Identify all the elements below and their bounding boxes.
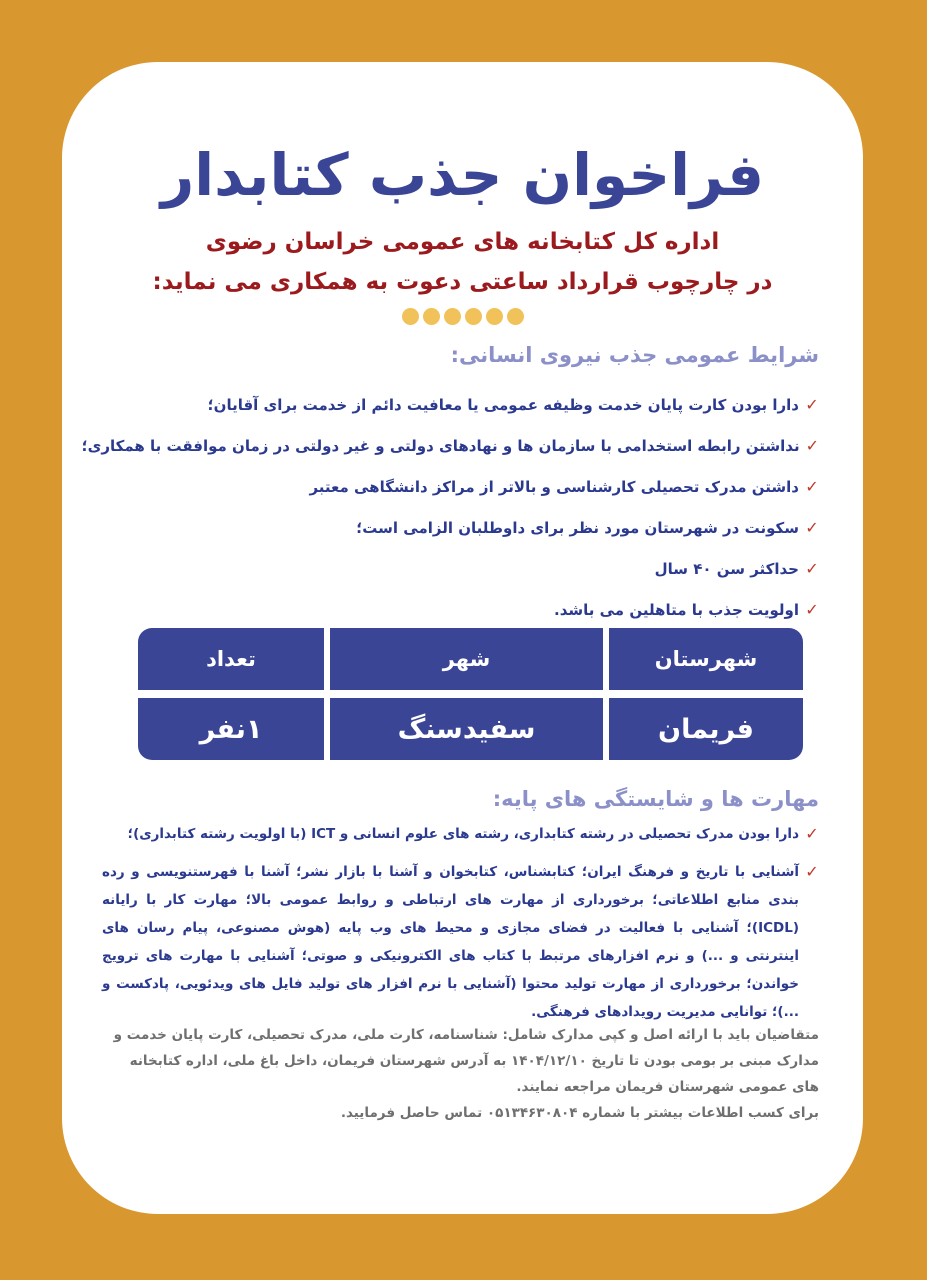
requirement-item xyxy=(81,425,819,466)
dot xyxy=(507,308,524,325)
footer-contact-text: برای کسب اطلاعات بیشتر با شماره ۰۵۱۳۴۶۳۰۸۰۴ تماس حاصل فرمایید. xyxy=(340,1105,819,1121)
poster-card xyxy=(62,62,863,1214)
requirement-item xyxy=(102,589,819,630)
footer-documents-text: متقاضیان باید با ارائه اصل و کپی مدارک شامل: شناسنامه، کارت ملی، مدرک تحصیلی، کارت پایان خدمت و مدارک مبنی بر بومی بودن تا تاریخ ۱۴۰۴/۱۲/۱۰ به آدرس شهرستان فریمان، داخل باغ ملی، اداره کتابخانه های عمومی شهرستان فریمان مراجعه نمایند. xyxy=(113,1027,819,1095)
decorative-dots xyxy=(62,308,863,326)
requirements-list xyxy=(81,384,819,630)
skills-list xyxy=(102,820,819,1036)
skill-text: آشنایی با تاریخ و فرهنگ ایران؛ کتابشناس، کتابخوان و آشنا با بازار نشر؛ آشنا با فهرستنویسی و رده بندی منابع اطلاعاتی؛ برخورداری از مهارت های ارتباطی و روابط عمومی بالا؛ مهارت کار با رایانه (ICDL)؛ آشنایی با فعالیت در فضای مجازی و محیط های وب پایه (هوش مصنوعی، پیام رسان های اینترنتی و ...) و نرم افزارهای مرتبط با کتاب های الکترونیکی و صوتی؛ آشنایی با مهارت های ترویج خواندن؛ برخورداری از مهارت تولید محتوا (آشنایی با نرم افزار های تولید فایل های ویدئویی، پادکست و ...)؛ توانایی مدیریت رویدادهای فرهنگی. xyxy=(102,864,799,1020)
table-cell-city: سفیدسنگ xyxy=(330,698,603,760)
check-icon: ✓ xyxy=(805,824,819,843)
skills-heading: مهارت ها و شایستگی های پایه: xyxy=(492,787,819,811)
check-icon: ✓ xyxy=(805,436,819,455)
skill-item xyxy=(102,820,819,848)
requirement-text: نداشتن رابطه استخدامی با سازمان ها و نهادهای دولتی و غیر دولتی در زمان موافقت با همکاری؛ xyxy=(81,436,800,455)
check-icon: ✓ xyxy=(805,518,819,537)
table-header-count: تعداد xyxy=(138,628,324,690)
dot xyxy=(423,308,440,325)
dot xyxy=(402,308,419,325)
check-icon: ✓ xyxy=(805,862,819,881)
table-header-county: شهرستان xyxy=(609,628,803,690)
skill-text: دارا بودن مدرک تحصیلی در رشته کتابداری، رشته های علوم انسانی و ICT (با اولویت رشته کتابداری)؛ xyxy=(127,826,799,842)
table-cell-count: ۱نفر xyxy=(138,698,324,760)
requirement-item xyxy=(102,548,819,589)
dot xyxy=(465,308,482,325)
requirements-heading: شرایط عمومی جذب نیروی انسانی: xyxy=(450,343,819,367)
check-icon: ✓ xyxy=(805,559,819,578)
positions-table xyxy=(138,628,803,764)
poster-title: فراخوان جذب کتابدار xyxy=(160,141,765,209)
requirement-text: حداکثر سن ۴۰ سال xyxy=(654,559,799,578)
requirement-text: داشتن مدرک تحصیلی کارشناسی و بالاتر از مراکز دانشگاهی معتبر xyxy=(309,477,799,496)
intro-text xyxy=(102,222,823,302)
check-icon: ✓ xyxy=(805,477,819,496)
check-icon: ✓ xyxy=(805,395,819,414)
dot xyxy=(444,308,461,325)
skill-item xyxy=(102,858,819,1026)
footer-notes xyxy=(106,1022,819,1126)
dot xyxy=(486,308,503,325)
intro-line-1: اداره کل کتابخانه های عمومی خراسان رضوی xyxy=(205,229,720,255)
requirement-item xyxy=(102,466,819,507)
check-icon: ✓ xyxy=(805,600,819,619)
requirement-text: اولویت جذب با متاهلین می باشد. xyxy=(554,600,799,619)
table-header-city: شهر xyxy=(330,628,603,690)
requirement-item xyxy=(102,507,819,548)
requirement-item xyxy=(102,384,819,425)
intro-line-2: در چارچوب قرارداد ساعتی دعوت به همکاری می نماید: xyxy=(152,269,773,295)
requirement-text: سکونت در شهرستان مورد نظر برای داوطلبان الزامی است؛ xyxy=(356,518,799,537)
table-cell-county: فریمان xyxy=(609,698,803,760)
requirement-text: دارا بودن کارت پایان خدمت وظیفه عمومی یا معافیت دائم از خدمت برای آقایان؛ xyxy=(207,395,799,414)
